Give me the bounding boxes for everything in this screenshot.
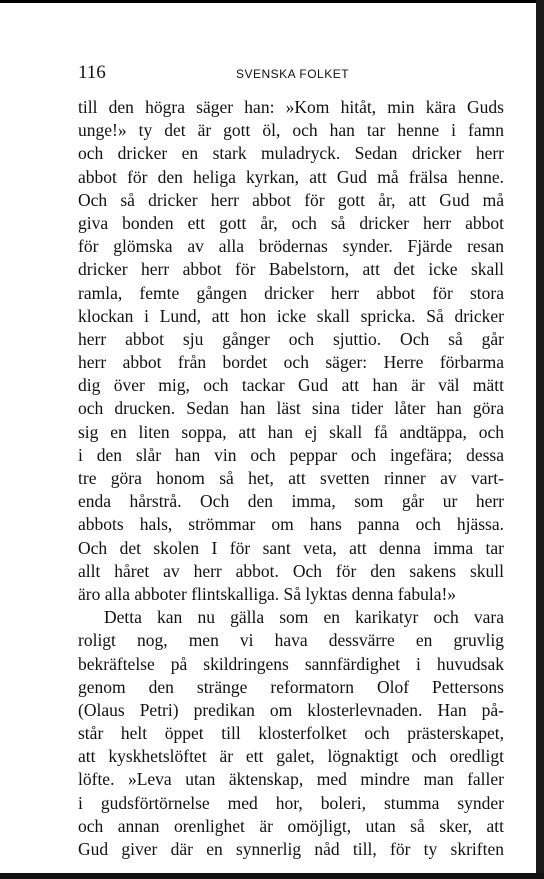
text-line: till den högra säger han: »Kom hitåt, min kära Guds	[78, 97, 504, 117]
text-line: allt håret av herr abbot. Och för den sakens skull	[78, 560, 504, 581]
text-line: sig en liten soppa, att han ej skall få andtäppa, och	[78, 421, 504, 442]
text-line: löfte. »Leva utan äktenskap, med mindre man faller	[78, 769, 504, 790]
scan-edge-top	[0, 0, 544, 3]
paragraph-start-line: Detta kan nu gälla som en karikatyr och vara	[104, 607, 504, 628]
text-line: dig över mig, och tackar Gud att han är väl mätt	[78, 375, 504, 396]
text-line: och dricker en stark muladryck. Sedan dricker herr	[78, 143, 504, 164]
text-line: abbot för den heliga kyrkan, att Gud må frälsa henne.	[78, 166, 504, 187]
text-line: ramla, femte gången dricker herr abbot för stora	[78, 282, 504, 303]
text-line: i den slår han vin och peppar och ingefära; dessa	[78, 444, 504, 465]
text-line: och drucken. Sedan han läst sina tider låter han göra	[78, 398, 504, 419]
text-line: genom den stränge reformatorn Olof Pettersons	[78, 676, 504, 697]
text-line: för glömska av alla brödernas synder. Fjärde resan	[78, 236, 504, 257]
text-line: att kyskhetslöftet är ett galet, lögnaktigt och oredligt	[78, 746, 504, 767]
body-text	[78, 96, 504, 861]
text-line: och annan orenlighet är omöjligt, utan så sker, att	[78, 815, 504, 836]
text-line: tre göra honom så het, att svetten rinner av vart-	[78, 468, 504, 488]
text-line: giva bonden ett gott år, och så dricker herr abbot	[78, 212, 504, 233]
text-line: klockan i Lund, att hon icke skall spricka. Så dricker	[78, 305, 504, 326]
text-line: roligt nog, men vi hava dessvärre en gruvlig	[78, 630, 504, 651]
text-line: bekräftelse på skildringens sannfärdighet i huvudsak	[78, 653, 504, 674]
text-line: abbots hals, strömmar om hans panna och hjässa.	[78, 514, 504, 535]
text-line: står helt öppet till klosterfolket och prästerskapet,	[78, 723, 504, 744]
text-line: Gud giver där en synnerlig nåd till, för ty skriften	[78, 839, 504, 859]
scan-edge-bottom	[0, 873, 544, 879]
text-line: herr abbot från bordet och säger: Herre förbarma	[78, 352, 504, 373]
text-line: enda hårstrå. Och den imma, som går ur herr	[78, 491, 504, 512]
text-line: unge!» ty det är gott öl, och han tar henne i famn	[78, 120, 504, 141]
page-number: 116	[78, 62, 106, 83]
text-line: Och det skolen I för sant veta, att denna imma tar	[78, 537, 504, 558]
text-line: herr abbot sju gånger och sjuttio. Och så går	[78, 328, 504, 349]
scan-edge-right	[536, 0, 544, 879]
page-header	[78, 62, 504, 86]
paragraph-end-line: äro alla abboter flintskalliga. Så lyktas denna fabula!»	[78, 583, 457, 604]
text-line: dricker herr abbot för Babelstorn, att det icke skall	[78, 259, 504, 280]
text-line: i gudsförtörnelse med hor, boleri, stumma synder	[78, 792, 504, 813]
running-head: SVENSKA FOLKET	[236, 67, 350, 81]
text-line: (Olaus Petri) predikan om klosterlevnaden. Han på-	[78, 699, 504, 720]
text-line: Och så dricker herr abbot för gott år, att Gud må	[78, 189, 504, 210]
